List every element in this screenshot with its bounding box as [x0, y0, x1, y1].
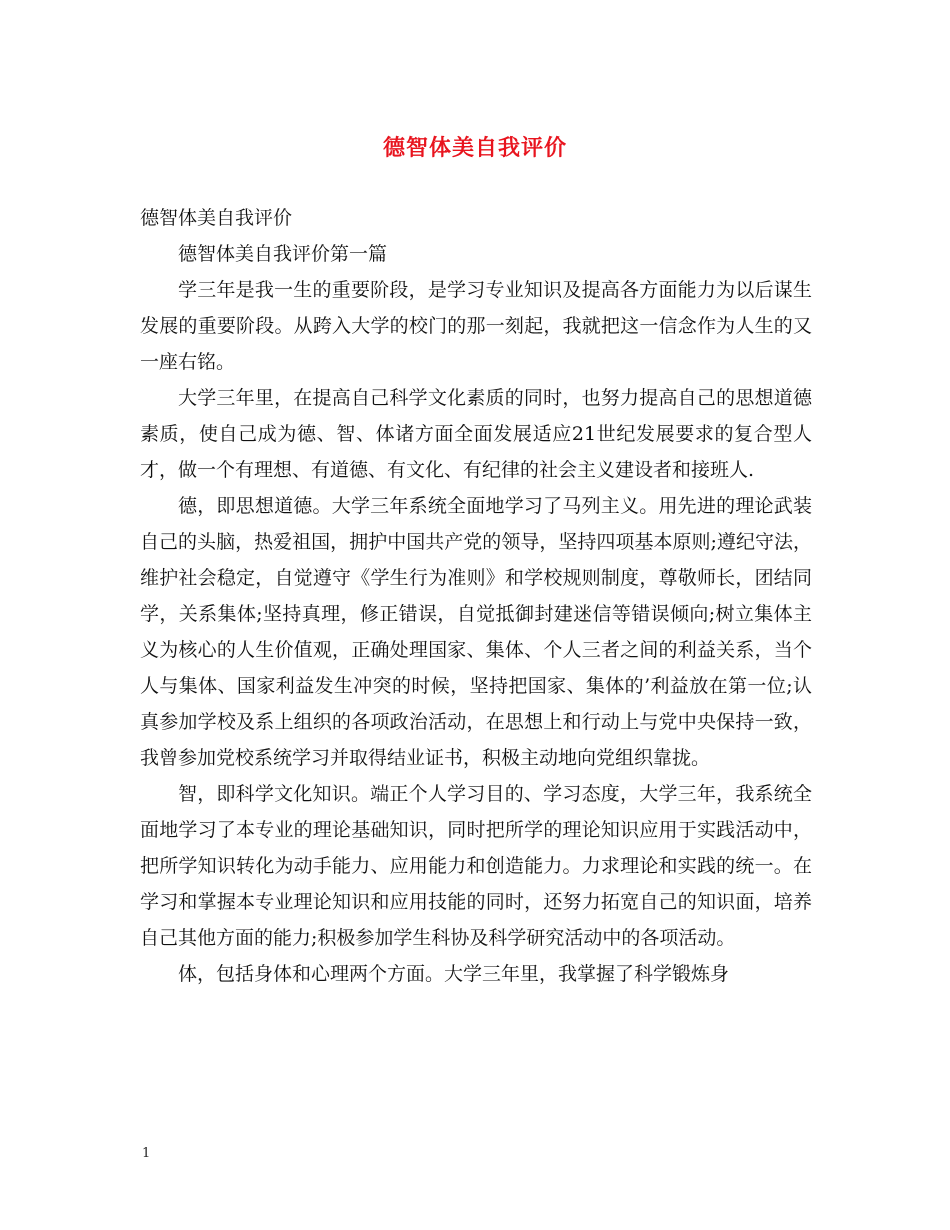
paragraph-subheading: 德智体美自我评价第一篇: [178, 243, 388, 265]
paragraph: 智，即科学文化知识。端正个人学习目的、学习态度，大学三年，我系统全面地学习了本专业的理论基础知识，同时把所学的理论知识应用于实践活动中，把所学知识转化为动手能力、应用能力和创造能力。力求理论和实践的统一。在学习和掌握本专业理论知识和应用技能的同时，还努力拓宽自己的知识面，培养自己其他方面的能力;积极参加学生科协及科学研究活动中的各项活动。: [140, 783, 812, 949]
document-title: 德智体美自我评价: [382, 135, 567, 161]
paragraph: 学三年是我一生的重要阶段，是学习专业知识及提高各方面能力为以后谋生发展的重要阶段。从跨入大学的校门的那一刻起，我就把这一信念作为人生的又一座右铭。: [140, 279, 812, 373]
page-number: 1: [142, 1146, 151, 1161]
paragraph-heading: 德智体美自我评价: [140, 207, 293, 229]
paragraph: 体，包括身体和心理两个方面。大学三年里，我掌握了科学锻炼身: [178, 963, 730, 985]
paragraph: 德，即思想道德。大学三年系统全面地学习了马列主义。用先进的理论武装自己的头脑，热爱祖国，拥护中国共产党的领导，坚持四项基本原则;遵纪守法，维护社会稳定，自觉遵守《学生行为准则》和学校规则制度，尊敬师长，团结同学，关系集体;坚持真理，修正错误，自觉抵御封建迷信等错误倾向;树立集体主义为核心的人生价值观，正确处理国家、集体、个人三者之间的利益关系，当个人与集体、国家利益发生冲突的时候，坚持把国家、集体的’利益放在第一位;认真参加学校及系上组织的各项政治活动，在思想上和行动上与党中央保持一致，我曾参加党校系统学习并取得结业证书，积极主动地向党组织靠拢。: [140, 495, 812, 769]
paragraph: 大学三年里，在提高自己科学文化素质的同时，也努力提高自己的思想道德素质，使自己成为德、智、体诸方面全面发展适应21世纪发展要求的复合型人才，做一个有理想、有道德、有文化、有纪律的社会主义建设者和接班人.: [140, 387, 812, 481]
document-body: [140, 200, 812, 992]
